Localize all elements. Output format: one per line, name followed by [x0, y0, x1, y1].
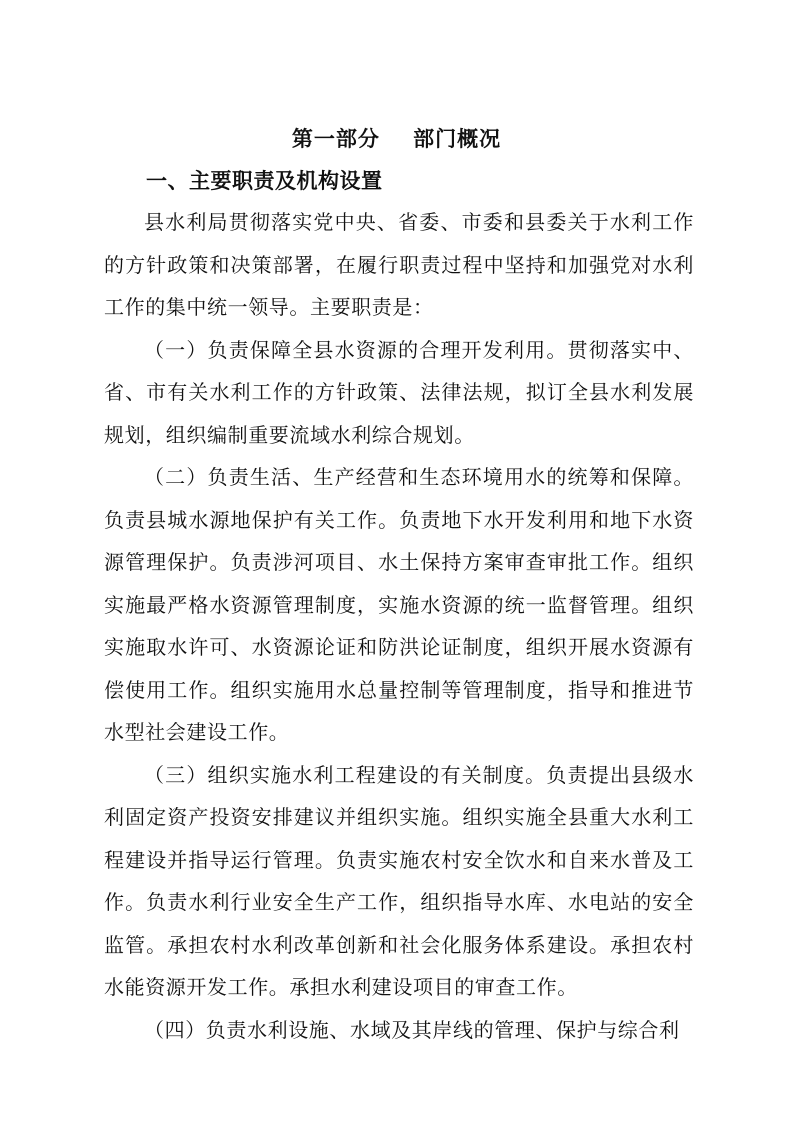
document-body [104, 201, 694, 1051]
duty-paragraph-4: （四）负责水利设施、水域及其岸线的管理、保护与综合利 [144, 1017, 680, 1042]
intro-paragraph: 县水利局贯彻落实党中央、省委、市委和县委关于水利工作的方针政策和决策部署，在履行职责过程中坚持和加强党对水利工作的集中统一领导。主要职责是： [104, 210, 694, 319]
duty-paragraph-3: （三）组织实施水利工程建设的有关制度。负责提出县级水利固定资产投资安排建议并组织实施。组织实施全县重大水利工程建设并指导运行管理。负责实施农村安全饮水和自来水普及工作。负责水利行业安全生产工作，组织指导水库、水电站的安全监管。承担农村水利改革创新和社会化服务体系建设。承担农村水能资源开发工作。承担水利建设项目的审查工作。 [104, 762, 694, 999]
duty-paragraph-2: （二）负责生活、生产经营和生态环境用水的统筹和保障。负责县城水源地保护有关工作。负责地下水开发利用和地下水资源管理保护。负责涉河项目、水土保持方案审查审批工作。组织实施最严格水资源管理制度，实施水资源的统一监督管理。组织实施取水许可、水资源论证和防洪论证制度，组织开展水资源有偿使用工作。组织实施用水总量控制等管理制度，指导和推进节水型社会建设工作。 [104, 465, 694, 744]
duty-paragraph-1: （一）负责保障全县水资源的合理开发利用。贯彻落实中、省、市有关水利工作的方针政策、法律法规，拟订全县水利发展规划，组织编制重要流域水利综合规划。 [104, 337, 694, 447]
page-title: 第一部分 部门概况 [291, 126, 502, 151]
section-heading: 一、主要职责及机构设置 [146, 169, 383, 193]
